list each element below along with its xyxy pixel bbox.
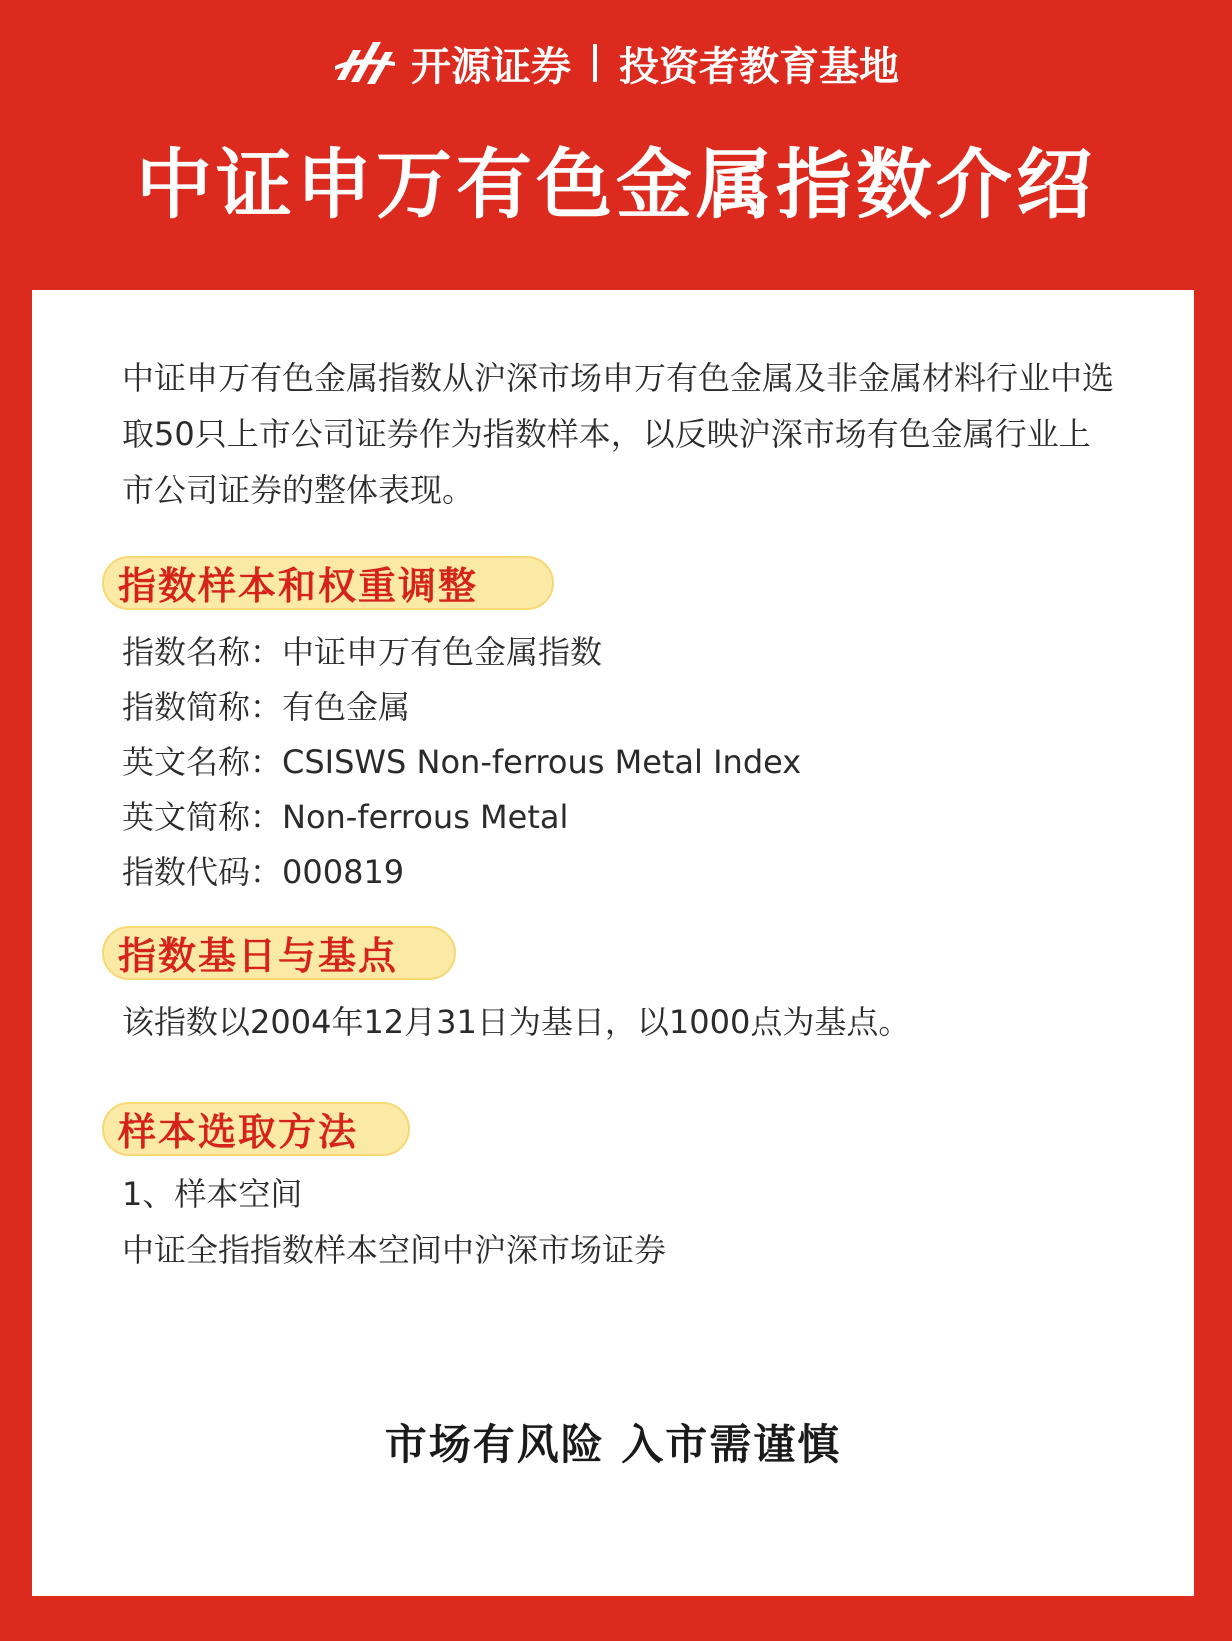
info-line-sample-space-desc: 中证全指指数样本空间中沪深市场证券 [122, 1231, 667, 1269]
brand-subtitle: 投资者教育基地 [619, 43, 899, 90]
section-heading-label: 样本选取方法 [118, 1109, 359, 1154]
content-card [32, 290, 1194, 1596]
section-heading-label: 指数基日与基点 [118, 933, 399, 978]
info-line-sample-space-title: 1、样本空间 [122, 1175, 303, 1213]
info-line-english-name: 英文名称：CSISWS Non-ferrous Metal Index [122, 743, 802, 781]
intro-paragraph: 中证申万有色金属指数从沪深市场申万有色金属及非金属材料行业中选取50只上市公司证券作为指数样本，以反映沪深市场有色金属行业上市公司证券的整体表现。 [122, 359, 1115, 509]
page-title: 中证申万有色金属指数介绍 [136, 140, 1096, 229]
section-heading-label: 指数样本和权重调整 [118, 563, 479, 608]
info-line-index-name: 指数名称：中证申万有色金属指数 [122, 633, 603, 671]
risk-warning: 市场有风险 入市需谨慎 [384, 1420, 842, 1469]
section-heading-selection-method [102, 1096, 358, 1160]
section-heading-sample-weight [102, 550, 478, 614]
brand-name: 开源证券 [411, 43, 571, 90]
section-heading-base-date [102, 920, 398, 984]
kaiyuan-logo-icon [333, 36, 397, 90]
brand-header [0, 30, 1232, 96]
info-line-index-short-name: 指数简称：有色金属 [122, 688, 411, 726]
info-line-english-short-name: 英文简称：Non-ferrous Metal [122, 798, 569, 836]
brand-separator [593, 44, 597, 82]
info-line-index-code: 指数代码：000819 [122, 853, 405, 891]
info-line-base-date: 该指数以2004年12月31日为基日，以1000点为基点。 [122, 1003, 911, 1041]
